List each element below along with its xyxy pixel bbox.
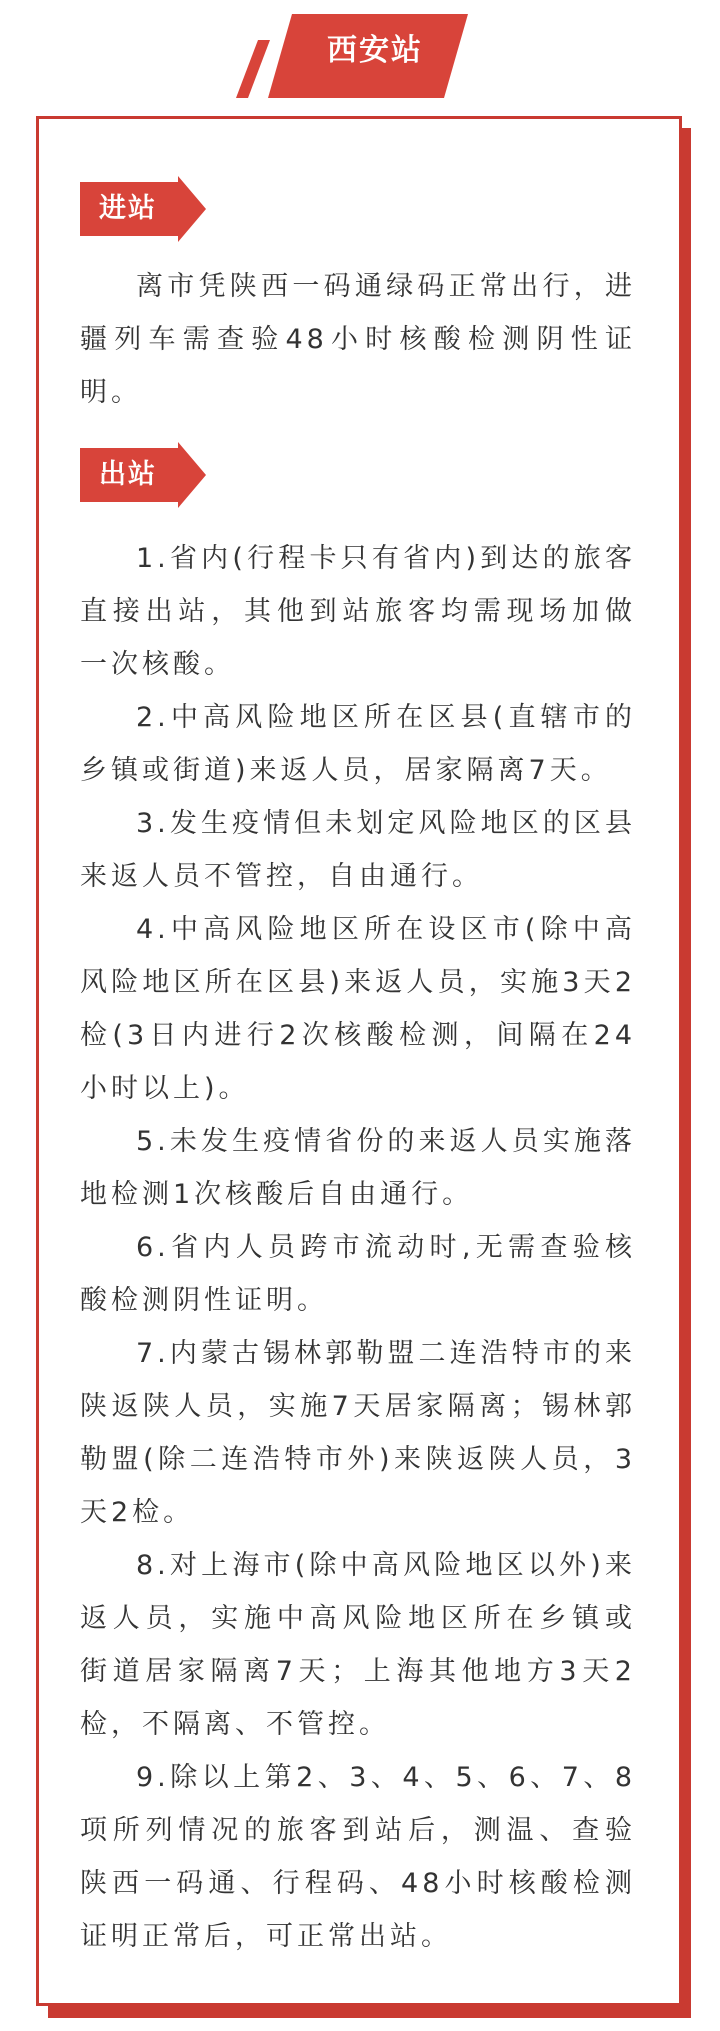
exit-rule-item: 9.除以上第2、3、4、5、6、7、8项所列情况的旅客到站后，测温、查验陕西一码通、行程码、48小时核酸检测证明正常后，可正常出站。 xyxy=(80,1762,636,1952)
exit-rules-list xyxy=(80,532,636,1963)
exit-rule-item: 8.对上海市(除中高风险地区以外)来返人员，实施中高风险地区所在乡镇或街道居家隔离7天；上海其他地方3天2检，不隔离、不管控。 xyxy=(80,1550,636,1740)
section-tag-exit-label: 出站 xyxy=(99,459,157,490)
exit-rule-item: 4.中高风险地区所在设区市(除中高风险地区所在区县)来返人员，实施3天2检(3日内进行2次核酸检测，间隔在24小时以上)。 xyxy=(80,914,636,1104)
exit-rule-item: 7.内蒙古锡林郭勒盟二连浩特市的来陕返陕人员，实施7天居家隔离；锡林郭勒盟(除二连浩特市外)来陕返陕人员，3天2检。 xyxy=(80,1338,636,1528)
exit-rule-item: 6.省内人员跨市流动时,无需查验核酸检测阴性证明。 xyxy=(80,1232,636,1316)
card-shadow-right xyxy=(682,128,691,2018)
section-tag-entry xyxy=(80,176,206,242)
section-tag-exit xyxy=(80,442,206,508)
entry-paragraph: 离市凭陕西一码通绿码正常出行，进疆列车需查验48小时核酸检测阴性证明。 xyxy=(80,271,636,408)
exit-rule-item: 5.未发生疫情省份的来返人员实施落地检测1次核酸后自由通行。 xyxy=(80,1126,636,1210)
section-tag-entry-label: 进站 xyxy=(99,193,157,224)
page-title: 西安站 xyxy=(327,33,423,68)
title-banner-stripe xyxy=(236,40,270,98)
card-shadow-bottom xyxy=(48,2006,691,2018)
exit-rule-item: 1.省内(行程卡只有省内)到达的旅客直接出站，其他到站旅客均需现场加做一次核酸。 xyxy=(80,543,636,680)
exit-rule-item: 3.发生疫情但未划定风险地区的区县来返人员不管控，自由通行。 xyxy=(80,808,636,892)
exit-rule-item: 2.中高风险地区所在区县(直辖市的乡镇或街道)来返人员，居家隔离7天。 xyxy=(80,702,636,786)
title-banner xyxy=(0,0,720,110)
